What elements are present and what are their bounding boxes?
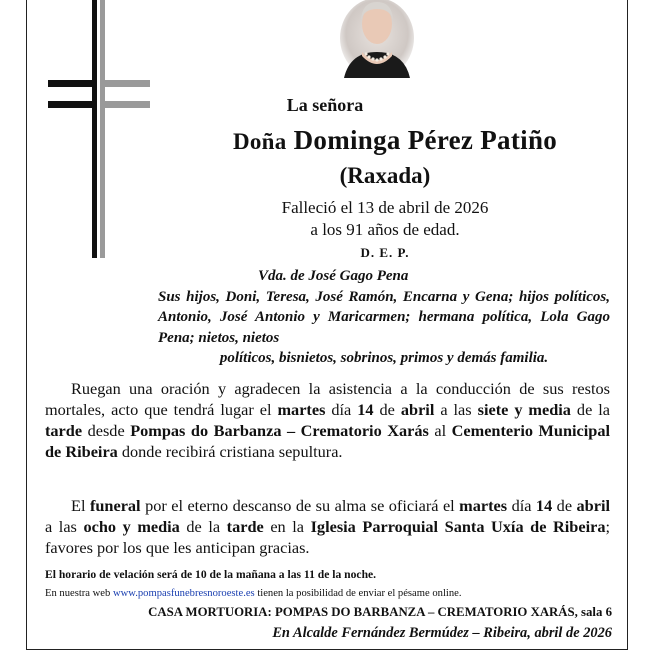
funeral-paragraph [45, 495, 610, 558]
funeral-home-value: POMPAS DO BARBANZA – CREMATORIO XARÁS, sala 6 [271, 605, 612, 619]
place-date: En Alcalde Fernández Bermúdez – Ribeira, abril de 2026 [272, 625, 612, 641]
deceased-name [160, 125, 630, 156]
web-suffix: tienen la posibilidad de enviar el pésame online. [254, 588, 462, 599]
p2-bold: ocho y media [83, 517, 180, 536]
p1-text: de [373, 400, 401, 419]
family-body: Sus hijos, Doni, Teresa, José Ramón, Encarna y Gena; hijos políticos, Antonio, José Antonio y Maricarmen; hermana política, Lola Gago Pena; nietos, nietos [158, 288, 610, 346]
website-link[interactable]: www.pompasfunebresnoroeste.es [112, 588, 255, 599]
p2-bold: Iglesia Parroquial Santa Uxía de Ribeira [310, 517, 606, 536]
p1-text: Ruegan una oración y agradecen la asistencia a la conducción de sus restos mortales, acto que tendrá lugar el [45, 379, 610, 419]
p2-bold: tarde [226, 517, 264, 536]
family-list [158, 266, 610, 369]
p1-text: donde recibirá cristiana sepultura. [117, 442, 343, 461]
title-line: La señora [286, 95, 364, 115]
web-condolence-line [45, 588, 461, 599]
widow-line: Vda. de José Gago Pena [258, 268, 409, 284]
p2-text: día [507, 496, 536, 515]
p2-bold: abril [576, 496, 610, 515]
p1-text: a las [434, 400, 478, 419]
p2-text: por el eterno descanso de su alma se oficiará el [140, 496, 460, 515]
family-last-line: políticos, bisnietos, sobrinos, primos y demás familia. [219, 350, 549, 366]
deceased-photo [340, 0, 414, 78]
honorific: Doña [232, 129, 287, 154]
p2-text: en la [263, 517, 311, 536]
p1-bold: martes [277, 400, 326, 419]
alias: (Raxada) [339, 163, 431, 188]
procession-paragraph [45, 378, 610, 462]
p2-text: a las [45, 517, 84, 536]
p1-bold: tarde [45, 421, 83, 440]
p1-bold: siete y media [477, 400, 571, 419]
p2-text: de [552, 496, 577, 515]
p1-bold: Pompas do Barbanza – Crematorio Xarás [130, 421, 429, 440]
p2-bold: 14 [535, 496, 553, 515]
p2-text: ; favores por los que les anticipan gracias. [45, 517, 611, 557]
p2-text: El [71, 496, 90, 515]
p1-text: desde [82, 421, 131, 440]
p2-text: de la [179, 517, 227, 536]
age: a los 91 años de edad. [310, 220, 460, 239]
wake-schedule: El horario de velación será de 10 de la mañana a las 11 de la noche. [45, 568, 377, 581]
p2-bold: funeral [89, 496, 141, 515]
web-prefix: En nuestra web [45, 588, 113, 599]
p1-bold: abril [400, 400, 435, 419]
p1-bold: 14 [357, 400, 374, 419]
name-text: Dominga Pérez Patiño [293, 125, 558, 155]
p2-bold: martes [459, 496, 508, 515]
dep: D. E. P. [360, 245, 410, 260]
death-date: Falleció el 13 de abril de 2026 [281, 198, 489, 217]
funeral-home [148, 605, 612, 620]
p1-text: día [325, 400, 358, 419]
funeral-home-label: CASA MORTUORIA: [148, 605, 272, 619]
p1-text: de la [570, 400, 611, 419]
p1-bold: Cementerio Municipal de Ribeira [45, 421, 611, 461]
p1-text: al [428, 421, 452, 440]
